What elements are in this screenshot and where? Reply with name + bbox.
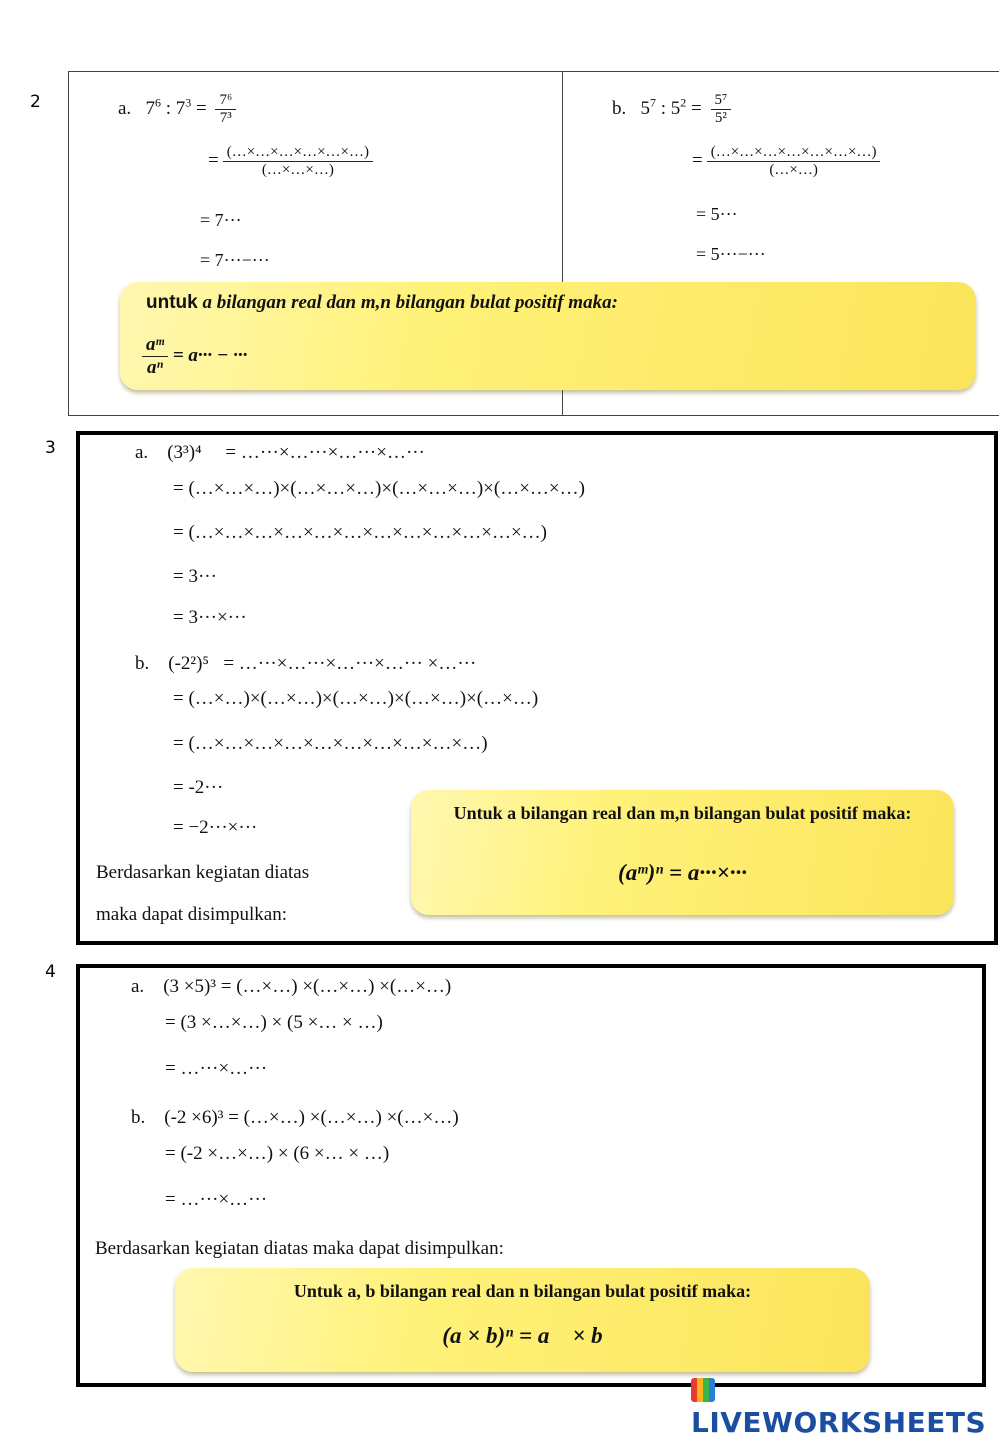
s3-a-step1: = (…×…×…)×(…×…×…)×(…×…×…)×(…×…×…) (173, 478, 585, 499)
s2-rule-formula (142, 334, 247, 379)
s2-rule-heading (146, 292, 618, 314)
s2-b-header (612, 92, 731, 127)
s2-a-div: : 7 (160, 97, 186, 119)
s2-a-label: a. (118, 97, 132, 119)
s2-b-fraction (711, 92, 732, 127)
s3-b-step3: = -2··· (173, 777, 224, 798)
s3-a-step3: = 3··· (173, 566, 217, 587)
s4-b-label: b. (131, 1107, 146, 1128)
s3-b-label: b. (135, 653, 150, 674)
s2-b-step1-fraction (707, 144, 881, 179)
s4-rule-text: Untuk a, b bilangan real dan n bilangan bulat positif maka: (293, 1281, 752, 1301)
s3-conclusion-2: maka dapat disimpulkan: (96, 904, 288, 925)
s3-b-step1: = (…×…)×(…×…)×(…×…)×(…×…)×(…×…) (173, 688, 539, 709)
s4-b-line3: = …···×…··· (165, 1189, 268, 1210)
s2-a-frac-num: 7⁶ (215, 92, 236, 110)
s4-a-label: a. (131, 976, 145, 997)
s4-a-line3: = …···×…··· (165, 1058, 268, 1079)
s2-b-eq: = (686, 97, 707, 119)
s2-b-frac-den: 5² (714, 110, 727, 126)
s2-a-step1: = $\frac{(\dots\times\dots\times\dots\times\dots\times\dots\times\dots)}{(\dots\times\dots\times\dots)}$ (208, 144, 373, 179)
s2-b-step3: = 5···−··· (696, 244, 766, 264)
s2-a-step3: = 7···−··· (200, 250, 270, 270)
s4-a-expr: (3 ×5)³ = (…×…) ×(…×…) ×(…×…) (163, 976, 452, 997)
s2-a-step1-fraction (223, 144, 373, 179)
s3-a-expr: (3³)⁴ (167, 442, 202, 463)
s3-rule-box (411, 790, 954, 915)
question-number-4: 4 (45, 962, 56, 982)
s2-rule-text: a bilangan real dan m,n bilangan bulat positif maka: (202, 292, 618, 313)
s2-rule-den: aⁿ (146, 357, 164, 378)
s4-a-line2: = (3 ×…×…) × (5 ×… × …) (165, 1012, 383, 1033)
s3-a-header (135, 442, 425, 464)
s2-b-step1-den: (…×…) (769, 162, 818, 178)
s2-b-lhs: 5 (640, 97, 650, 119)
s2-b-step1-num: (…×…×…×…×…×…×…) (707, 144, 881, 162)
s3-b-step2: = (…×…×…×…×…×…×…×…×…×…) (173, 733, 488, 754)
liveworksheets-logo (691, 1373, 999, 1439)
s3-a-step4: = 3···×··· (173, 607, 247, 628)
s2-a-frac-den: 7³ (219, 110, 232, 126)
s2-a-step2: = 7··· (200, 210, 242, 230)
s3-b-header (135, 653, 476, 675)
s4-b-line2: = (-2 ×…×…) × (6 ×… × …) (165, 1143, 390, 1164)
s2-a-header (118, 92, 236, 127)
s2-a-div-exp: 3 (185, 95, 192, 110)
s3-rule-formula: (aᵐ)ⁿ = a···×··· (618, 860, 747, 885)
s3-b-expand: = …···×…···×…···×…··· ×…··· (223, 653, 477, 674)
question-number-2: 2 (30, 92, 41, 112)
s2-b-lhs-exp: 7 (650, 95, 656, 110)
s4-rule-box (175, 1268, 870, 1372)
s2-a-step1-den: (…×…×…) (261, 162, 334, 178)
s4-b-expr: (-2 ×6)³ = (…×…) ×(…×…) ×(…×…) (164, 1107, 459, 1128)
s2-a-fraction (215, 92, 236, 127)
s3-rule-text: Untuk a bilangan real dan m,n bilangan bulat positif maka: (453, 803, 912, 823)
s2-b-step1: = $\frac{(\dots\times\dots\times\dots\times\dots\times\dots\times\dots\times\dots)}{(\dots\times\dots)}$ (692, 144, 880, 179)
s4-a-line1 (131, 976, 451, 998)
s3-conclusion-1: Berdasarkan kegiatan diatas (96, 862, 310, 883)
s2-a-step1-num: (…×…×…×…×…×…) (223, 144, 373, 162)
s2-a-lhs-exp: 6 (154, 95, 161, 110)
s2-rule-box (120, 282, 976, 390)
question-number-3: 3 (45, 438, 56, 458)
s3-a-expand: = …···×…···×…···×…··· (225, 442, 425, 463)
s2-b-div-exp: 2 (680, 95, 687, 110)
s4-conclusion: Berdasarkan kegiatan diatas maka dapat disimpulkan: (95, 1238, 504, 1259)
s3-a-step2: = (…×…×…×…×…×…×…×…×…×…×…×…) (173, 522, 547, 543)
s4-b-line1 (131, 1107, 459, 1129)
s3-a-label: a. (135, 442, 149, 463)
s2-a-eq: = (191, 97, 212, 119)
s2-rule-num: aᵐ (142, 334, 168, 357)
s3-b-step4: = −2···×··· (173, 817, 258, 838)
s2-b-frac-num: 5⁷ (711, 92, 732, 110)
s2-b-div: : 5 (656, 97, 681, 119)
s2-b-step2: = 5··· (696, 204, 738, 224)
s2-rule-prefix: untuk (146, 292, 198, 313)
s3-b-expr: (-2²)⁵ (168, 653, 210, 674)
liveworksheets-logo-icon (691, 1378, 715, 1402)
s2-a-lhs: 7 (145, 97, 155, 119)
s2-b-label: b. (612, 97, 627, 119)
s4-rule-formula: (a × b)ⁿ = a × b (442, 1323, 603, 1348)
logo-text: LIVEWORKSHEETS (691, 1406, 987, 1439)
s2-rule-fraction (142, 334, 168, 379)
s2-rule-result: = a··· − ··· (172, 344, 248, 366)
